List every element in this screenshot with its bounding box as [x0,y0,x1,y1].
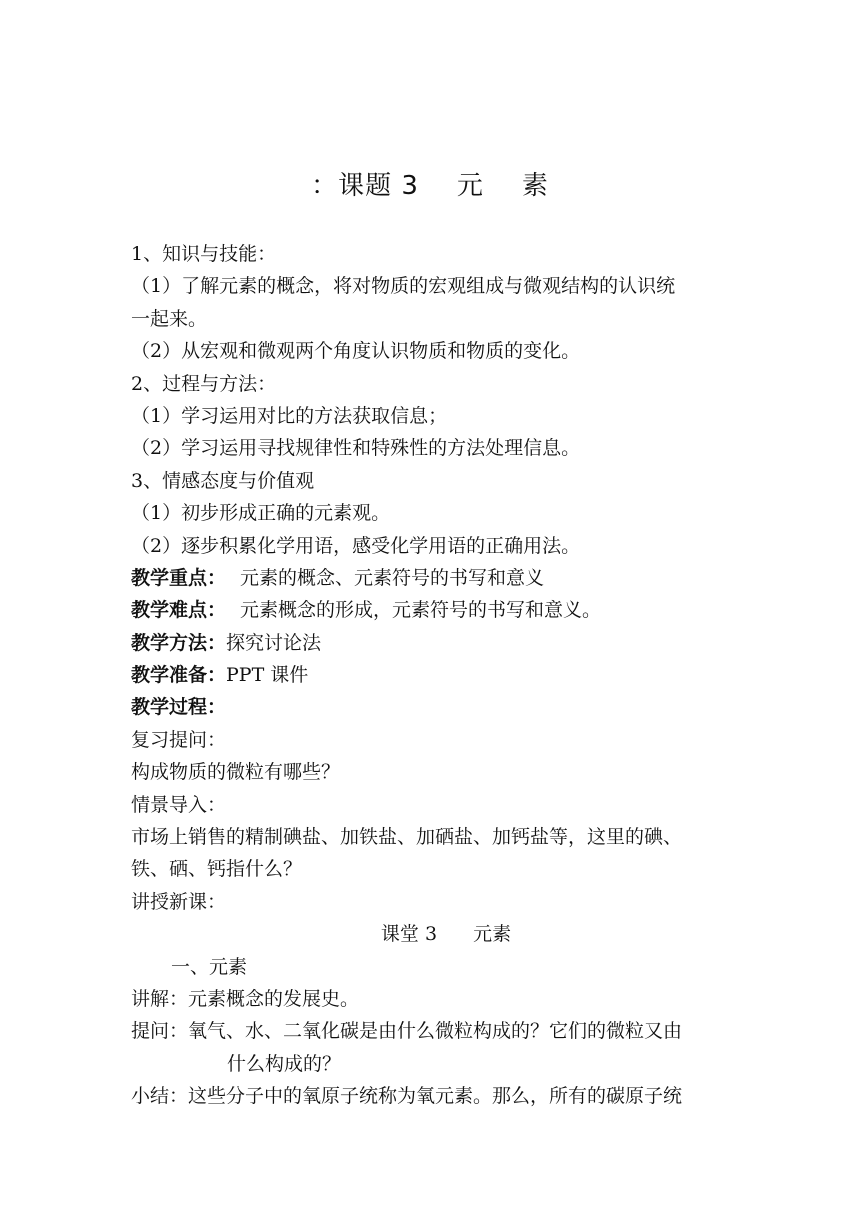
teaching-method [131,627,761,659]
objective-item: （2）从宏观和微观两个角度认识物质和物质的变化。 [131,340,581,363]
title-word-2: 素 [521,171,549,201]
question-text-continued: 什么构成的？ [227,1052,342,1075]
objective-item: （2）逐步积累化学用语，感受化学用语的正确用法。 [131,534,581,557]
teaching-focus-text: 元素的概念、元素符号的书写和意义 [240,566,545,589]
objective-item-continued: 一起来。 [131,307,208,330]
question-text: 提问：氧气、水、二氧化碳是由什么微粒构成的？它们的微粒又由 [131,1020,683,1043]
review-question: 构成物质的微粒有哪些？ [131,761,341,784]
teaching-focus-label: 教学重点： [131,566,227,589]
scenario-text: 市场上销售的精制碘盐、加铁盐、加硒盐、加钙盐等，这里的碘、 [131,826,683,849]
lesson-title [0,168,860,204]
section-one-heading: 一、元素 [171,955,248,978]
teaching-focus [131,562,761,594]
teaching-preparation-label: 教学准备： [131,664,227,687]
teaching-method-text: 探究讨论法 [226,631,322,654]
teaching-difficulty-text: 元素概念的形成，元素符号的书写和意义。 [240,599,602,622]
document-body [131,238,761,1113]
title-word-1: 元 [456,171,484,201]
objective-item: （1）初步形成正确的元素观。 [131,502,391,525]
teaching-difficulty-label: 教学难点： [131,599,227,622]
teaching-method-label: 教学方法： [131,631,227,654]
teaching-difficulty [131,594,761,626]
review-question-heading: 复习提问： [131,728,227,751]
scenario-heading: 情景导入： [131,793,227,816]
lesson-subtitle [131,918,761,950]
section-heading-process: 2、过程与方法： [131,372,277,395]
objective-item: （2）学习运用寻找规律性和特殊性的方法处理信息。 [131,437,581,460]
section-heading-attitude: 3、情感态度与价值观 [131,469,315,492]
lecture-note: 讲解：元素概念的发展史。 [131,987,360,1010]
new-lesson-heading: 讲授新课： [131,890,227,913]
summary-text: 小结：这些分子中的氧原子统称为氧元素。那么，所有的碳原子统 [131,1085,683,1108]
objective-item: （1）了解元素的概念，将对物质的宏观组成与微观结构的认识统 [131,275,676,298]
title-prefix: ：课题 3 [311,171,419,201]
scenario-text-continued: 铁、硒、钙指什么？ [131,858,303,881]
teaching-preparation-text: PPT 课件 [226,664,309,687]
teaching-process-label: 教学过程： [131,696,227,719]
section-heading-knowledge: 1、知识与技能： [131,243,277,265]
lesson-subtitle-topic: 元素 [473,923,512,946]
lesson-subtitle-number: 课堂 3 [380,923,438,946]
objective-item: （1）学习运用对比的方法获取信息； [131,404,448,427]
teaching-preparation [131,659,761,691]
